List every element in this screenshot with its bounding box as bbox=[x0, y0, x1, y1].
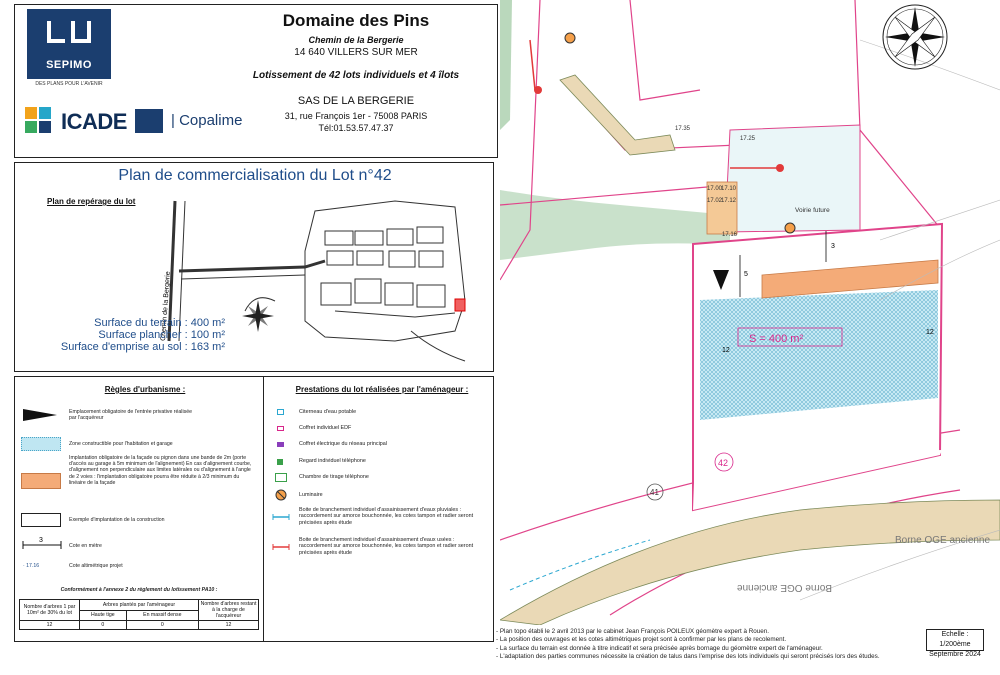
surface-plancher: Surface plancher : 100 m² bbox=[98, 329, 225, 341]
trees-col3-header: En massif dense bbox=[126, 610, 198, 621]
constructible-zone-swatch bbox=[21, 437, 61, 451]
icade-logo bbox=[25, 105, 135, 139]
elevation-label: 17.00 bbox=[707, 186, 723, 192]
trees-cell: 0 bbox=[80, 621, 127, 630]
example-implantation-swatch bbox=[21, 513, 61, 527]
neighbor-lot-label: 41 bbox=[650, 488, 659, 497]
urbanisme-heading: Règles d'urbanisme : bbox=[104, 385, 186, 394]
trees-group-header: Arbres plantés par l'aménageur bbox=[80, 600, 199, 611]
prestation-eaux-pluviales: Boite de branchement individuel d'assainissement d'eaux pluviales : raccordement sur amorce bouchonnée, les cotes tampon et radier seront précisées après étude bbox=[299, 507, 474, 526]
scale-value: Echelle : 1/200ème bbox=[939, 631, 971, 648]
dim-12-left-label: 12 bbox=[722, 347, 730, 354]
elevation-label: 17.12 bbox=[721, 198, 737, 204]
legend-altimetrie: Cote altimétrique projet bbox=[69, 563, 123, 569]
prestation-electrical: Coffret électrique du réseau principal bbox=[299, 441, 387, 447]
company-name: SAS DE LA BERGERIE bbox=[297, 95, 415, 107]
note-line: - La surface du terrain est donnée à titre indicatif et sera précisée après bornage du géomètre expert de l'aménageur. bbox=[496, 644, 823, 652]
surface-terrain: Surface du terrain : 400 m² bbox=[94, 317, 225, 329]
legend-entrance: Emplacement obligatoire de l'entrée privative réalisée par l'acquéreur bbox=[69, 409, 192, 422]
electrical-box-icon bbox=[277, 442, 284, 447]
facade-band-swatch bbox=[21, 473, 61, 489]
borne-label-2: Borne OGE ancienne bbox=[736, 582, 832, 593]
prestation-citerneau: Citerneau d'eau potable bbox=[299, 409, 357, 415]
elevation-label: 17.16 bbox=[722, 232, 738, 238]
lot-42-marker bbox=[455, 299, 465, 311]
trees-cell: 12 bbox=[199, 621, 259, 630]
trees-table bbox=[19, 599, 259, 630]
company-address: 31, rue François 1er - 75008 PARIS bbox=[284, 111, 428, 121]
plan-title: Plan de commercialisation du Lot n°42 bbox=[118, 167, 392, 184]
prestation-edf: Coffret individuel EDF bbox=[299, 425, 352, 431]
prestation-luminaire: Luminaire bbox=[299, 492, 323, 498]
legend-constructible: Zone constructible pour l'habitation et garage bbox=[69, 441, 173, 447]
note-line: - Plan topo établi le 2 avril 2013 par le cabinet Jean François POILEUX géomètre expert à Rouen. bbox=[496, 628, 770, 635]
phone-regard-icon bbox=[277, 459, 283, 465]
repere-label: Plan de repérage du lot bbox=[47, 197, 136, 206]
project-title: Domaine des Pins bbox=[282, 11, 430, 30]
eaux-pluviales-icon bbox=[271, 513, 291, 521]
icade-logo-text: ICADE bbox=[61, 109, 127, 134]
phone-chamber-icon bbox=[275, 473, 287, 482]
prestation-phone-chamber: Chambre de tirage téléphone bbox=[299, 474, 369, 480]
plan-section bbox=[14, 162, 494, 372]
svg-text:3: 3 bbox=[39, 537, 43, 544]
edf-icon bbox=[277, 426, 284, 431]
compass-small-icon bbox=[241, 299, 275, 333]
sepimo-tagline: DES PLANS POUR L'AVENIR bbox=[35, 81, 103, 87]
road-label: Chemin de la Bergerie bbox=[160, 271, 172, 342]
elevation-label: 17.35 bbox=[675, 126, 691, 132]
trees-cell: 0 bbox=[126, 621, 198, 630]
citerneau-icon bbox=[277, 409, 284, 415]
trees-col2-header: Haute tige bbox=[80, 610, 127, 621]
trees-col4-header: Nombre d'arbres restant à la charge de l'acquéreur bbox=[199, 600, 259, 621]
legend-example: Exemple d'implantation de la construction bbox=[69, 517, 165, 523]
dim-12-right-label: 12 bbox=[926, 329, 934, 336]
lotissement-description: Lotissement de 42 lots individuels et 4 îlots bbox=[252, 70, 460, 81]
surface-label: S = 400 m² bbox=[749, 333, 804, 345]
prestation-eaux-usees: Boite de branchement individuel d'assainissement d'eaux usées : raccordement sur amorce bouchonnée, les cotes tampon et radier seront précisées après étude bbox=[299, 537, 474, 556]
entrance-arrow-icon bbox=[23, 409, 57, 421]
dim-5-label: 5 bbox=[744, 271, 748, 278]
compass-rose-icon bbox=[883, 5, 947, 69]
prestation-phone-regard: Regard individuel téléphone bbox=[299, 458, 366, 464]
sepimo-logo bbox=[27, 9, 111, 79]
table-title: Conformément à l'annexe 2 du règlement du lotissement PA10 : bbox=[60, 587, 218, 593]
eaux-usees-icon bbox=[271, 543, 291, 551]
notes-block bbox=[496, 628, 916, 662]
luminaire-icon bbox=[275, 489, 287, 501]
plan-date: Septembre 2024 bbox=[929, 651, 981, 658]
elevation-sample: · 17.16 bbox=[23, 563, 40, 569]
address-line1: Chemin de la Bergerie bbox=[308, 35, 404, 45]
voirie-label: Voirie future bbox=[795, 207, 830, 214]
note-line: - L'adaptation des parties communes nécessite la création de talus dans l'emprise des lots individuels qui seront précisés lors des études. bbox=[496, 653, 880, 661]
trees-cell: 12 bbox=[20, 621, 80, 630]
lot-map bbox=[500, 0, 1000, 625]
rules-section bbox=[14, 376, 494, 642]
dim-3-label: 3 bbox=[831, 243, 835, 250]
note-line: - La position des ouvrages et les cotes altimétriques projet sont à confirmer par les plans de recolement. bbox=[496, 636, 787, 644]
lot-number-label: 42 bbox=[718, 458, 729, 468]
rules-divider bbox=[263, 377, 264, 642]
title-block bbox=[14, 4, 498, 158]
copalime-logo-text: | Copalime bbox=[171, 112, 243, 129]
legend-cote: Cote en mètre bbox=[69, 543, 102, 549]
elevation-label: 17.25 bbox=[740, 136, 756, 142]
sepimo-logo-text: SEPIMO bbox=[46, 59, 92, 71]
prestations-heading: Prestations du lot réalisées par l'aménageur : bbox=[295, 385, 469, 394]
company-phone: Tél:01.53.57.47.37 bbox=[318, 123, 394, 133]
elevation-label: 17.10 bbox=[721, 186, 737, 192]
elevation-label: 17.02 bbox=[707, 198, 723, 204]
borne-label-1: Borne OGE ancienne bbox=[895, 535, 991, 546]
dimension-icon bbox=[21, 535, 63, 549]
scale-box bbox=[926, 629, 984, 658]
surface-emprise: Surface d'emprise au sol : 163 m² bbox=[60, 341, 225, 353]
address-line2: 14 640 VILLERS SUR MER bbox=[294, 47, 418, 58]
legend-facade: Implantation obligatoire de la façade ou pignon dans une bande de 2m (porte d'accès au garage à 5m minimum de l'alignement) En cas d'alignement courbe, d'alignement non perpendiculaire aux limites latérales ou d'alignement à l'angle de 2 voies : l'implantation obligatoire pourra être réduite à 2/3 minimum du linéaire de la façade bbox=[69, 455, 252, 486]
trees-col1-header: Nombre d'arbres 1 par 10m² de 30% du lot bbox=[20, 600, 80, 621]
